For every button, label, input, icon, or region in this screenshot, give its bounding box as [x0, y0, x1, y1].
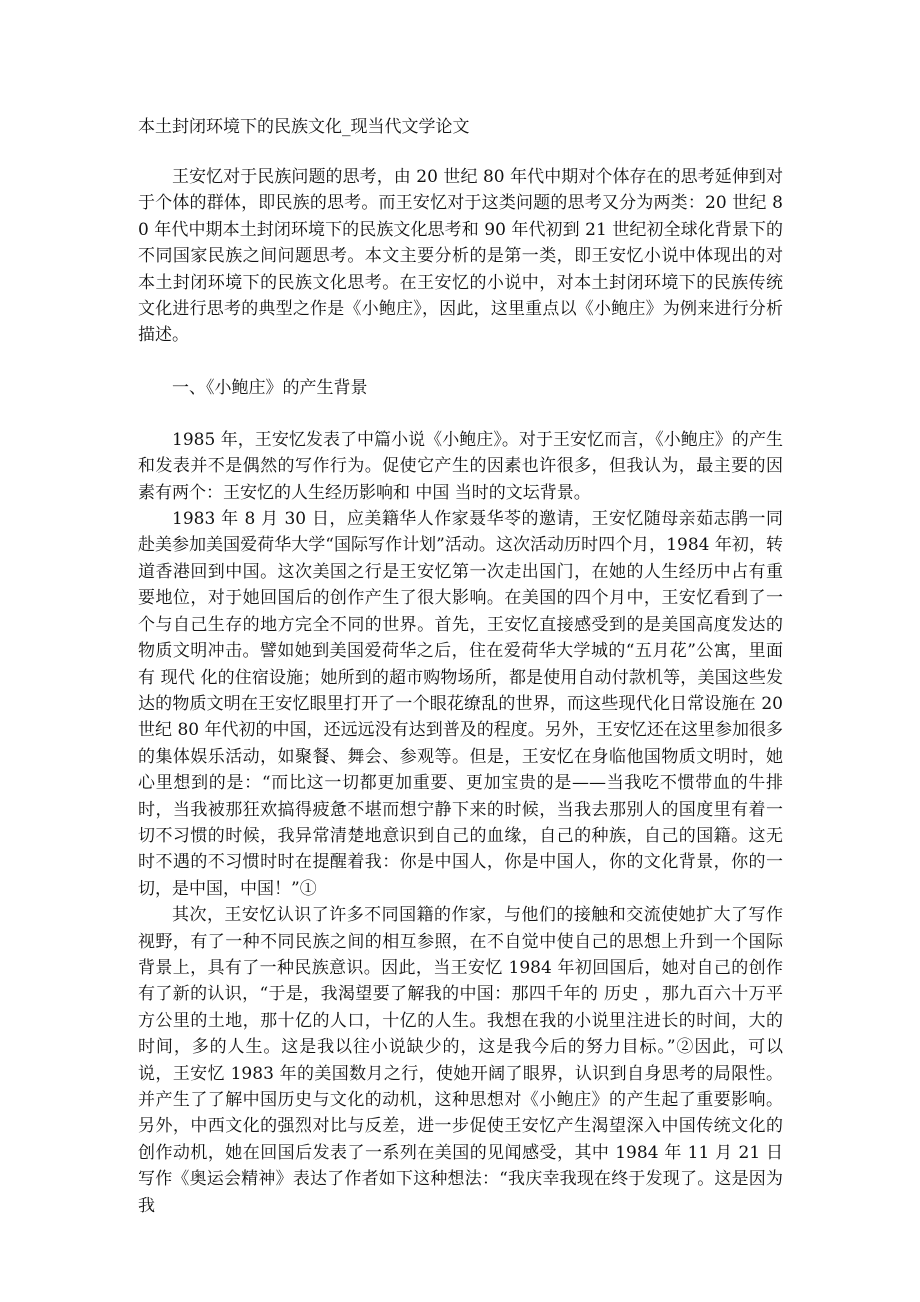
body-paragraph-3: 其次，王安忆认识了许多不同国籍的作家，与他们的接触和交流使她扩大了写作视野，有了一种不同民族之间的相互参照，在不自觉中使自己的思想上升到一个国际背景上，具有了一种民族意识。因此，当王安忆 1984 年初回国后，她对自己的创作有了新的认识，“于是，我渴望要了解我的中国：那四千年的 历史 ，那九百六十万平方公里的土地，那十亿的人口，十亿的人生。我想在我的小说里注进长的时间，大的时间，多的人生。这是我以往小说缺少的，这是我今后的努力目标。”②因此，可以说，王安忆 1983 年的美国数月之行，使她开阔了眼界，认识到自身思考的局限性。并产生了了解中国历史与文化的动机，这种思想对《小鲍庄》的产生起了重要影响。另外，中西文化的强烈对比与反差，进一步促使王安忆产生渴望深入中国传统文化的创作动机，她在回国后发表了一系列在美国的见闻感受，其中 1984 年 11 月 21 日写作《奥运会精神》表达了作者如下这种想法：“我庆幸我现在终于发现了。这是因为我	[138, 905, 783, 1216]
document-title: 本土封闭环境下的民族文化_现当代文学论文	[138, 117, 470, 137]
body-paragraph-1: 1985 年，王安忆发表了中篇小说《小鲍庄》。对于王安忆而言，《小鲍庄》的产生和发表并不是偶然的写作行为。促使它产生的因素也许很多，但我认为，最主要的因素有两个：王安忆的人生经历影响和 中国 当时的文坛背景。	[138, 429, 783, 503]
body-paragraph-2: 1983 年 8 月 30 日，应美籍华人作家聂华苓的邀请，王安忆随母亲茹志鹃一同赴美参加美国爱荷华大学“国际写作计划”活动。这次活动历时四个月，1984 年初，转道香港回到中国。这次美国之行是王安忆第一次走出国门，在她的人生经历中占有重要地位，对于她回国后的创作产生了很大影响。在美国的四个月中，王安忆看到了一个与自己生存的地方完全不同的世界。首先，王安忆直接感受到的是美国高度发达的物质文明冲击。譬如她到美国爱荷华之后，住在爱荷华大学城的“五月花”公寓，里面有 现代 化的住宿设施；她所到的超市购物场所，都是使用自动付款机等，美国这些发达的物质文明在王安忆眼里打开了一个眼花缭乱的世界，而这些现代化日常设施在 20 世纪 80 年代初的中国，还远远没有达到普及的程度。另外，王安忆还在这里参加很多的集体娱乐活动，如聚餐、舞会、参观等。但是，王安忆在身临他国物质文明时，她心里想到的是：“而比这一切都更加重要、更加宝贵的是——当我吃不惯带血的牛排时，当我被那狂欢搞得疲惫不堪而想宁静下来的时候，当我去那别人的国度里有着一切不习惯的时候，我异常清楚地意识到自己的血缘，自己的种族，自己的国籍。这无时不遇的不习惯时时在提醒着我：你是中国人，你是中国人，你的文化背景，你的一切，是中国，中国！”①	[138, 509, 783, 899]
intro-paragraph: 王安忆对于民族问题的思考，由 20 世纪 80 年代中期对个体存在的思考延伸到对于个体的群体，即民族的思考。而王安忆对于这类问题的思考又分为两类：20 世纪 80 年代中期本土封闭环境下的民族文化思考和 90 年代初到 21 世纪初全球化背景下的不同国家民族之间问题思考。本文主要分析的是第一类，即王安忆小说中体现出的对本土封闭环境下的民族文化思考。在王安忆的小说中，对本土封闭环境下的民族传统文化进行思考的典型之作是《小鲍庄》，因此，这里重点以《小鲍庄》为例来进行分析描述。	[138, 167, 783, 346]
document-page	[138, 114, 783, 1219]
section-heading: 一、《小鲍庄》的产生背景	[172, 377, 368, 398]
